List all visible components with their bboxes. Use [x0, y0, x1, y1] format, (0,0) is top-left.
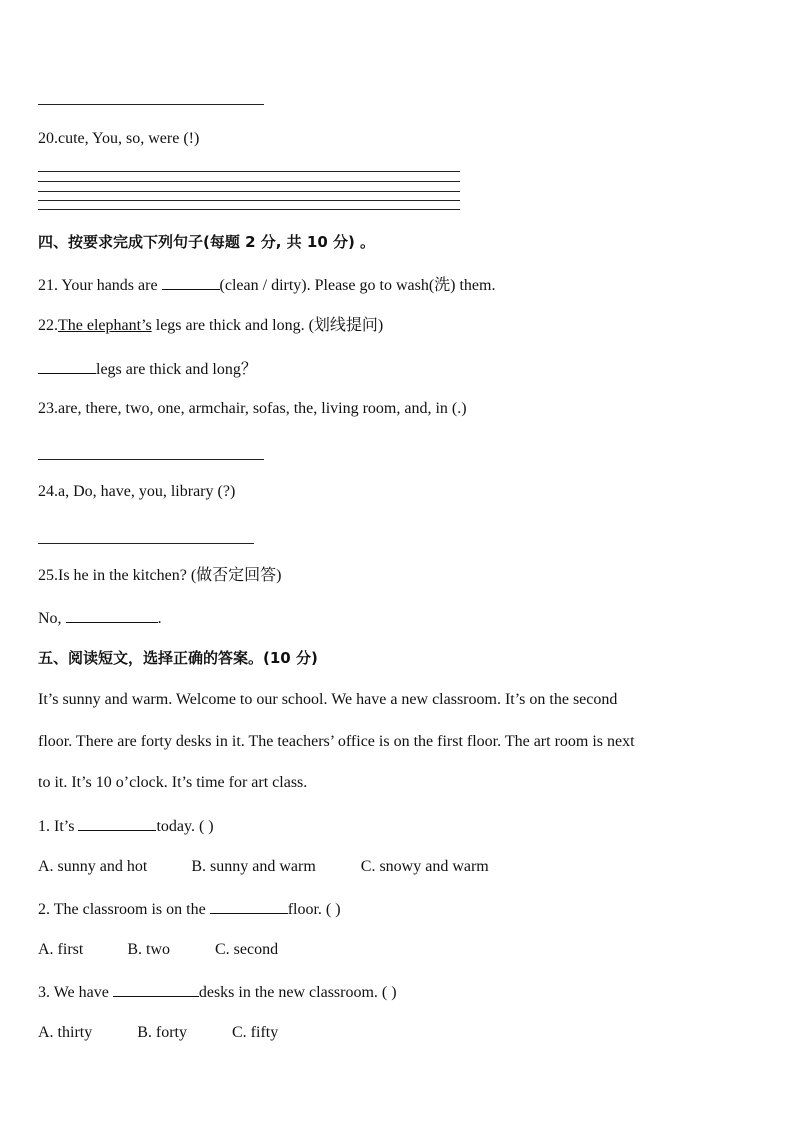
mc-question-2-after: floor. ( ) — [287, 901, 341, 918]
question-24: 24.a, Do, have, you, library (?) — [38, 483, 236, 500]
question-25-answer-after: . — [157, 610, 162, 627]
blank-q25[interactable] — [66, 607, 158, 623]
mc-options-1 — [38, 857, 489, 877]
question-22-rest: legs are thick and long. (划线提问) — [151, 317, 384, 334]
answer-line-q20-3[interactable] — [38, 191, 460, 192]
question-22-answer — [38, 358, 257, 380]
answer-line-q20-5[interactable] — [38, 209, 460, 210]
question-21-text-before: 21. Your hands are — [38, 277, 162, 294]
question-20: 20.cute, You, so, were (!) — [38, 130, 200, 147]
answer-line-q20-2[interactable] — [38, 181, 460, 182]
question-22 — [38, 316, 383, 336]
mc3-option-c[interactable]: C. fifty — [232, 1024, 279, 1041]
question-25-answer — [38, 607, 162, 629]
question-25: 25.Is he in the kitchen? (做否定回答) — [38, 567, 282, 584]
mc-question-1-after: today. ( ) — [156, 818, 214, 835]
mc3-option-a[interactable]: A. thirty — [38, 1024, 93, 1041]
blank-mc2[interactable] — [210, 898, 288, 914]
mc-options-2 — [38, 940, 278, 960]
mc2-option-a[interactable]: A. first — [38, 941, 84, 958]
answer-line-q23[interactable] — [38, 459, 264, 460]
mc-question-1 — [38, 815, 214, 837]
question-25-answer-before: No, — [38, 610, 66, 627]
passage-line-3: to it. It’s 10 o’clock. It’s time for art class. — [38, 774, 308, 791]
question-22-answer-text: legs are thick and long？ — [96, 361, 257, 378]
mc-question-1-before: 1. It’s — [38, 818, 79, 835]
blank-mc3[interactable] — [113, 981, 199, 997]
mc1-option-a[interactable]: A. sunny and hot — [38, 858, 148, 875]
answer-line-q20-1[interactable] — [38, 171, 460, 172]
question-22-number: 22. — [38, 317, 58, 334]
mc3-option-b[interactable]: B. forty — [137, 1024, 187, 1041]
section-4-heading: 四、按要求完成下列句子(每题 2 分, 共 10 分) 。 — [38, 233, 376, 251]
mc2-option-c[interactable]: C. second — [215, 941, 279, 958]
mc2-option-b[interactable]: B. two — [127, 941, 170, 958]
mc-question-3-after: desks in the new classroom. ( ) — [198, 984, 397, 1001]
mc-question-2-before: 2. The classroom is on the — [38, 901, 210, 918]
blank-q21[interactable] — [162, 274, 220, 290]
blank-q22[interactable] — [38, 358, 96, 374]
blank-mc1[interactable] — [78, 815, 156, 831]
question-21 — [38, 274, 495, 296]
mc1-option-c[interactable]: C. snowy and warm — [360, 858, 489, 875]
answer-line-q19[interactable] — [38, 104, 264, 105]
mc-question-2 — [38, 898, 341, 920]
answer-line-q20-4[interactable] — [38, 200, 460, 201]
question-23: 23.are, there, two, one, armchair, sofas, the, living room, and, in (.) — [38, 400, 467, 417]
mc-question-3 — [38, 981, 397, 1003]
mc-options-3 — [38, 1023, 278, 1043]
answer-line-q24[interactable] — [38, 543, 254, 544]
passage-line-1: It’s sunny and warm. Welcome to our school. We have a new classroom. It’s on the second — [38, 691, 618, 708]
question-22-underlined: The elephant’s — [58, 317, 152, 334]
question-21-text-after: (clean / dirty). Please go to wash(洗) them. — [219, 277, 496, 294]
section-5-heading: 五、阅读短文，选择正确的答案。(10 分) — [38, 649, 318, 667]
mc-question-3-before: 3. We have — [38, 984, 113, 1001]
mc1-option-b[interactable]: B. sunny and warm — [191, 858, 316, 875]
passage-line-2: floor. There are forty desks in it. The teachers’ office is on the first floor. The art room is next — [38, 733, 635, 750]
